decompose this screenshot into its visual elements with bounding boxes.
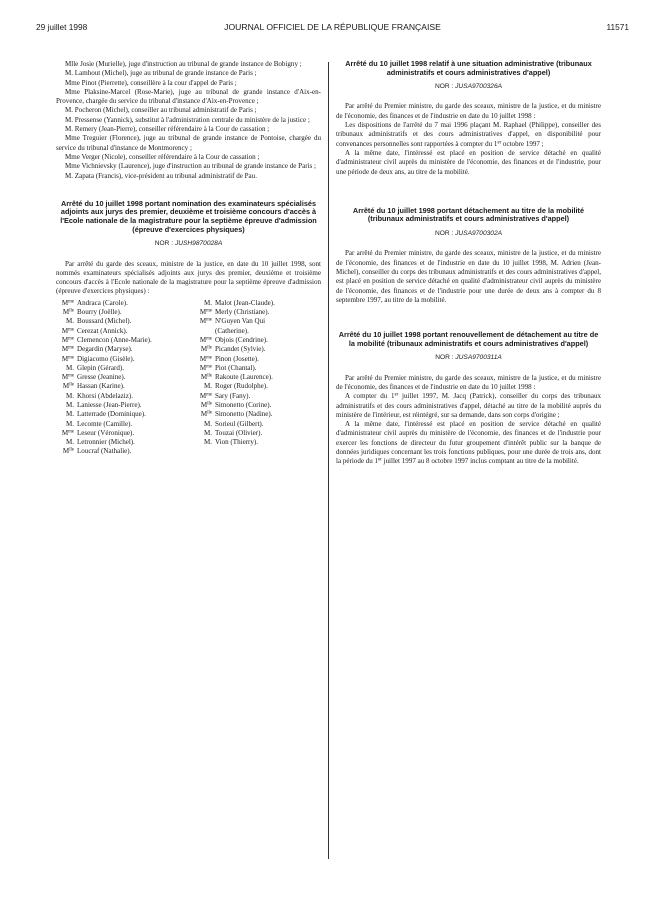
examiner-name: Picandet (Sylvie).	[215, 345, 266, 354]
examiner-name: Glepin (Gérard).	[77, 363, 124, 372]
appointment-entry: M. Zapata (Francis), vice-président au tribunal administratif de Pau.	[65, 171, 257, 180]
examiner-title: M.	[65, 391, 74, 400]
examiner-name: Loucraf (Nathalie).	[77, 447, 132, 456]
appointment-entry: M. Lamhout (Michel), juge au tribunal de grande instance de Paris ;	[65, 69, 257, 78]
examiner-title: $M^{lle}$	[200, 400, 212, 409]
page-header	[36, 22, 629, 36]
examiner-entry	[56, 410, 194, 419]
nor-code: JUSA9700311A	[455, 354, 502, 362]
examiner-name: Degardin (Maryse).	[77, 345, 133, 354]
examiner-entry	[194, 438, 321, 447]
appointment-entry: M. Pocheron (Michel), conseiller au tribunal administratif de Paris ;	[65, 106, 257, 115]
appointment-entry: M. Pressense (Yannick), substitut à l'administration centrale du ministère de la justice ;	[65, 115, 310, 124]
examiner-entry	[194, 429, 321, 438]
examiner-entry	[194, 410, 321, 419]
examiner-name: Piot (Chantal).	[215, 363, 257, 372]
examiner-name: Vion (Thierry).	[215, 438, 259, 447]
examiner-title: $M^{lle}$	[62, 308, 74, 317]
article-paragraph: A compter du 1er juillet 1997, M. Jacq (Patrick), conseiller du corps des tribunaux administratifs et des cours administratives d'appel, détaché au titre de la mobilité auprès du ministère de l'intérieur, est réintégré, sur sa demande, dans son corps d'origine ;	[336, 392, 601, 419]
examiner-name: Letronnier (Michel).	[77, 438, 135, 447]
article-title: Arrêté du 10 juillet 1998 portant renouvellement de détachement au titre de la mobilité (tribunaux administratifs et cours administratives d'appel)	[338, 330, 599, 348]
examiner-title: $M^{me}$	[61, 373, 74, 382]
article-paragraph: Par arrêté du Premier ministre, du garde des sceaux, ministre de la justice, et du ministre de l'économie, des finances et de l'industrie en date du 10 juillet 1998 :	[336, 373, 601, 391]
examiner-name: Touzai (Olivier).	[215, 428, 263, 437]
appointment-entry: Mme Vichnievsky (Laurence), juge d'instruction au tribunal de grande instance de Paris ;	[65, 162, 317, 171]
examiner-name: Latterrade (Dominique).	[77, 410, 146, 419]
examiner-title: M.	[203, 428, 212, 437]
examiner-title: M.	[203, 298, 212, 307]
examiner-entry	[56, 382, 194, 391]
article-paragraph: Par arrêté du Premier ministre, du garde des sceaux, ministre de la justice, et du ministre de l'économie, des finances et de l'industrie en date du 10 juillet 1998, M. Adrien (Jean-Michel), conseiller du corps des tribunaux administratifs et des cours administratives d'appel, est placé en position de service détaché en qualité d'administrateur civil auprès du ministère de l'économie, des finances et de l'industrie pour une durée de deux ans à compter du 8 septembre 1997, au titre de la mobilité.	[336, 249, 601, 304]
examiner-title: $M^{me}$	[199, 391, 212, 400]
examiner-entry	[56, 355, 194, 364]
examiner-name: Laniesse (Jean-Pierre).	[77, 400, 142, 409]
examiner-title: $M^{me}$	[61, 335, 74, 344]
examiner-entry	[56, 420, 194, 429]
examiner-entry	[194, 364, 321, 373]
nor-code: JUSH9870028A	[174, 240, 223, 248]
appointment-entry: Mlle Josie (Murielle), juge d'instruction au tribunal de grande instance de Bobigny ;	[65, 60, 302, 68]
examiner-name: Merly (Christiane).	[215, 308, 270, 317]
article-title: Arrêté du 10 juillet 1998 relatif à une situation administrative (tribunaux administratifs et cours administratives d'appel)	[345, 59, 592, 77]
examiner-entry	[194, 336, 321, 345]
examiner-title: M.	[65, 363, 74, 372]
appointment-entry: Mme Plaksine-Marcel (Rose-Marie), juge au tribunal de grande instance d'Aix-en-Provence, chargée du service du tribunal d'instance d'Aix-en-Provence ;	[56, 87, 321, 106]
column-divider	[328, 62, 329, 859]
examiner-name: Sary (Fany).	[215, 391, 251, 400]
examiner-entry	[194, 382, 321, 391]
journal-title: JOURNAL OFFICIEL DE LA RÉPUBLIQUE FRANÇAISE	[224, 22, 441, 32]
article-paragraph: Les dispositions de l'arrêté du 7 mai 1996 plaçant M. Raphael (Philippe), conseiller des tribunaux administratifs et des cours administratives d'appel, en disponibilité pour convenances personnelles sont rapportées à compter du 1er octobre 1997 ;	[336, 121, 601, 148]
examiner-entry	[194, 308, 321, 317]
examiner-title: $M^{lle}$	[200, 373, 212, 382]
article-examinateurs	[56, 200, 321, 457]
examiner-entry	[56, 447, 194, 456]
examiner-title: $M^{me}$	[199, 363, 212, 372]
examiner-entry	[194, 392, 321, 401]
examiner-entry	[56, 392, 194, 401]
names-column-1	[56, 299, 194, 457]
examiner-title: $M^{lle}$	[62, 447, 74, 456]
article-renouvellement	[336, 331, 601, 466]
examiner-name: Sorieul (Gilbert).	[215, 419, 264, 428]
appointment-entry: Mme Verger (Nicole), conseiller référendaire à la Cour de cassation ;	[65, 152, 260, 161]
nor-label: NOR :	[435, 354, 454, 362]
appointment-entry: M. Remery (Jean-Pierre), conseiller référendaire à la Cour de cassation ;	[65, 125, 270, 134]
examiner-entry	[56, 401, 194, 410]
examiner-name: Clemencon (Anne-Marie).	[77, 335, 152, 344]
examiner-name: Gresse (Jeanine).	[77, 373, 126, 382]
nor-code: JUSA9700302A	[455, 230, 503, 238]
examiner-title: $M^{me}$	[199, 335, 212, 344]
examiner-title: M.	[65, 419, 74, 428]
examiner-name: Lecomte (Camille).	[77, 419, 133, 428]
examiner-name: Roger (Rudolphe).	[215, 382, 268, 391]
examiner-name: Bourry (Joëlle).	[77, 308, 122, 317]
article-situation-administrative	[336, 60, 601, 177]
nor-code: JUSA9700326A	[455, 83, 503, 91]
nor-label: NOR :	[434, 83, 454, 91]
examiner-title: M.	[65, 438, 74, 447]
article-title: Arrêté du 10 juillet 1998 portant nomination des examinateurs spécialisés adjoints aux jurys des premier, deuxième et troisième concours d'accès à l'Ecole nationale de la magistrature pour la septième épreuve d'admission (épreuve d'exercices physiques)	[60, 198, 317, 234]
examiner-entry	[56, 438, 194, 447]
examiner-title: $M^{lle}$	[200, 410, 212, 419]
examiner-entry	[194, 401, 321, 410]
article-intro: Par arrêté du garde des sceaux, ministre de la justice, en date du 10 juillet 1998, sont nommés examinateurs spécialisés adjoints aux jurys des premier, deuxième et troisième concours d'accès à l'Ecole nationale de la magistrature pour la septième épreuve d'admission (épreuve d'exercices physiques) :	[56, 259, 321, 296]
examiner-name: Leseur (Véronique).	[77, 428, 135, 437]
left-column	[56, 60, 321, 457]
examiner-name: Pinon (Josette).	[215, 354, 259, 363]
appointment-entry: Mme Treguier (Florence), juge au tribunal de grande instance de Pontoise, chargée du service du tribunal d'instance de Montmorency ;	[56, 134, 321, 152]
examiner-entry	[194, 317, 321, 326]
examiner-entry	[56, 327, 194, 336]
names-column-2	[194, 299, 321, 457]
examiner-names	[56, 299, 321, 457]
nor-reference	[56, 239, 321, 248]
examiner-name: Simonetto (Nadine).	[215, 410, 273, 419]
examiner-title: $M^{me}$	[199, 354, 212, 363]
article-detachement	[336, 207, 601, 305]
examiner-title: M.	[65, 410, 74, 419]
examiner-name: Rakoute (Laurence).	[215, 373, 273, 382]
examiner-title: $M^{lle}$	[62, 382, 74, 391]
examiner-name: Hassan (Karine).	[77, 382, 125, 391]
examiner-title: $M^{me}$	[199, 317, 212, 326]
appointment-entry: Mme Pinot (Pierrette), conseillère à la cour d'appel de Paris ;	[65, 78, 237, 87]
examiner-entry	[56, 364, 194, 373]
examiner-title: $M^{me}$	[61, 298, 74, 307]
nor-reference	[336, 82, 601, 91]
examiner-title: $M^{me}$	[61, 326, 74, 335]
examiner-name: N'Guyen Van Qui	[215, 317, 266, 326]
examiner-entry	[194, 345, 321, 354]
examiner-name: Cerezat (Annick).	[77, 326, 128, 335]
article-paragraph: Par arrêté du Premier ministre, du garde des sceaux, ministre de la justice, et du ministre de l'économie, des finances et de l'industrie en date du 10 juillet 1998 :	[336, 102, 601, 120]
examiner-entry	[56, 308, 194, 317]
nor-label: NOR :	[154, 240, 174, 248]
examiner-name: Malot (Jean-Claude).	[215, 298, 275, 307]
examiner-name: Boussard (Michel).	[77, 317, 132, 326]
nor-reference	[336, 353, 601, 362]
examiner-name: Digiacomo (Gisèle).	[77, 354, 135, 363]
examiner-title: $M^{me}$	[61, 428, 74, 437]
right-column	[336, 60, 601, 467]
examiner-title: M.	[65, 317, 74, 326]
examiner-title: $M^{me}$	[199, 308, 212, 317]
examiner-title: $M^{me}$	[61, 345, 74, 354]
issue-date: 29 juillet 1998	[36, 22, 88, 32]
examiner-name: Andraca (Carole).	[77, 298, 128, 307]
examiner-entry	[56, 373, 194, 382]
examiner-entry	[56, 317, 194, 326]
examiner-entry	[194, 420, 321, 429]
examiner-title: M.	[65, 400, 74, 409]
article-paragraph: A la même date, l'intéressé est placé en position de service détaché en qualité d'administrateur civil auprès du ministère de l'économie, des finances et de l'industrie, pour une période de deux ans, au titre de la mobilité.	[336, 148, 601, 176]
appointments-list	[56, 60, 321, 181]
examiner-name: Simonetto (Corine).	[215, 400, 272, 409]
article-title: Arrêté du 10 juillet 1998 portant détachement au titre de la mobilité (tribunaux administratifs et cours administratives d'appel)	[352, 205, 585, 224]
examiner-entry	[194, 373, 321, 382]
examiner-entry	[194, 355, 321, 364]
examiner-entry	[56, 345, 194, 354]
examiner-entry	[56, 429, 194, 438]
examiner-name: Objois (Cendrine).	[215, 335, 268, 344]
examiner-name: Khorsi (Abdelaziz).	[77, 391, 133, 400]
nor-reference	[336, 229, 601, 238]
page-number: 11571	[606, 22, 629, 32]
examiner-title: $M^{me}$	[61, 354, 74, 363]
examiner-entry	[56, 336, 194, 345]
article-paragraph: A la même date, l'intéressé est placé en position de service détaché en qualité d'administrateur civil auprès du ministère de l'économie, des finances et de l'industrie pour exercer les fonctions de directeur du futur groupement d'intérêt public sur la banque de données juridiques concernant les trois fonctions publiques, pour une durée de trois ans, dont la période du 1er juillet 1997 au 8 octobre 1997 inclus comptant au titre de la mobilité.	[336, 420, 601, 466]
examiner-title: M.	[203, 382, 212, 391]
examiner-entry	[56, 299, 194, 308]
examiner-title: M.	[203, 438, 212, 447]
examiner-title: $M^{lle}$	[200, 345, 212, 354]
examiner-title: M.	[203, 419, 212, 428]
examiner-entry	[194, 299, 321, 308]
examiner-name-continued: (Catherine).	[215, 326, 249, 335]
nor-label: NOR :	[434, 230, 454, 238]
